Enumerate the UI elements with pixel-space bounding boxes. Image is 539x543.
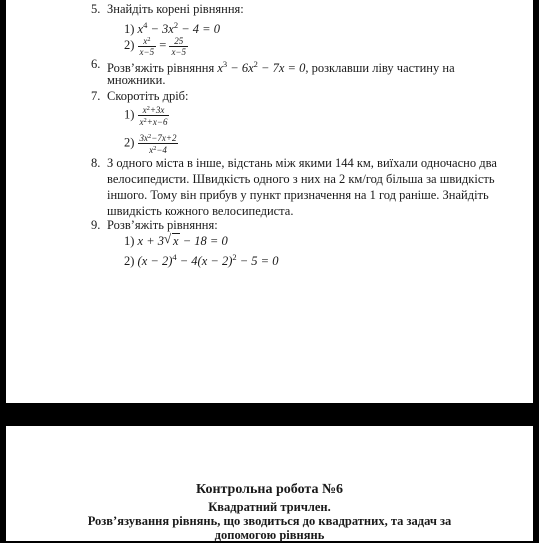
task-text-line-3: іншого. Тому він прибув у пункт призначення на 1 год раніше. Знайдіть [107,188,489,202]
topic-line-1: Розв’язування рівнянь, що зводиться до квадратних, та задач за [87,514,452,528]
task-number: 7. [91,89,101,103]
next-page [6,426,533,541]
equation-2: 2) $(x - 2)^4 - 4(x - 2)^2 - 5 = 0$ [124,252,279,268]
task-text-line-4: швидкість кожного велосипедиста. [107,204,294,218]
task-6 [91,56,531,90]
worksheet-page [6,0,533,403]
equation-1: 1) x + 3 √ x − 18 = 0 [124,231,228,248]
task-number: 6. [91,57,101,71]
square-root: √ x [164,231,179,248]
equation-2: 2) $\frac{x^2}{x-5}$ = $\frac{25}{x-5}$ [124,35,187,57]
page-title: Контрольна робота №6 [195,482,344,497]
task-7 [91,88,531,158]
task-9 [91,217,531,269]
task-text: Розв’яжіть рівняння $x^3 - 6x^2 - 7x = 0$, розклавши ліву частину на [107,59,455,75]
task-title: Скоротіть дріб: [107,89,189,103]
task-5 [91,1,531,61]
task-text-line-1: З одного міста в інше, відстань між якими 144 км, виїхали одночасно два [107,156,497,170]
task-8 [91,155,531,219]
task-number: 5. [91,2,101,16]
fraction-2: 2) $\frac{3x^2-7x+2}{x^2-4}$ [124,133,177,155]
fraction-1: 1) $\frac{x^2+3x}{x^2+x-6}$ [124,105,168,127]
task-text-line-2: велосипедисти. Швидкість одного з них на 2 км/год більша за швидкість [107,172,495,186]
fraction: $\frac{x^2}{x-5}$ [139,36,155,57]
task-text-line-2: множники. [107,73,166,87]
equation-1: 1) $x^4 - 3x^2 - 4 = 0$ [124,20,220,36]
task-number: 8. [91,156,101,170]
task-number: 9. [91,218,101,232]
page-subtitle: Квадратний тричлен. [208,500,331,514]
task-title: Розв’яжіть рівняння: [107,218,218,232]
task-title: Знайдіть корені рівняння: [107,2,244,16]
topic-line-2: допомогою рівнянь [214,528,325,542]
fraction: $\frac{25}{x-5}$ [171,35,187,57]
